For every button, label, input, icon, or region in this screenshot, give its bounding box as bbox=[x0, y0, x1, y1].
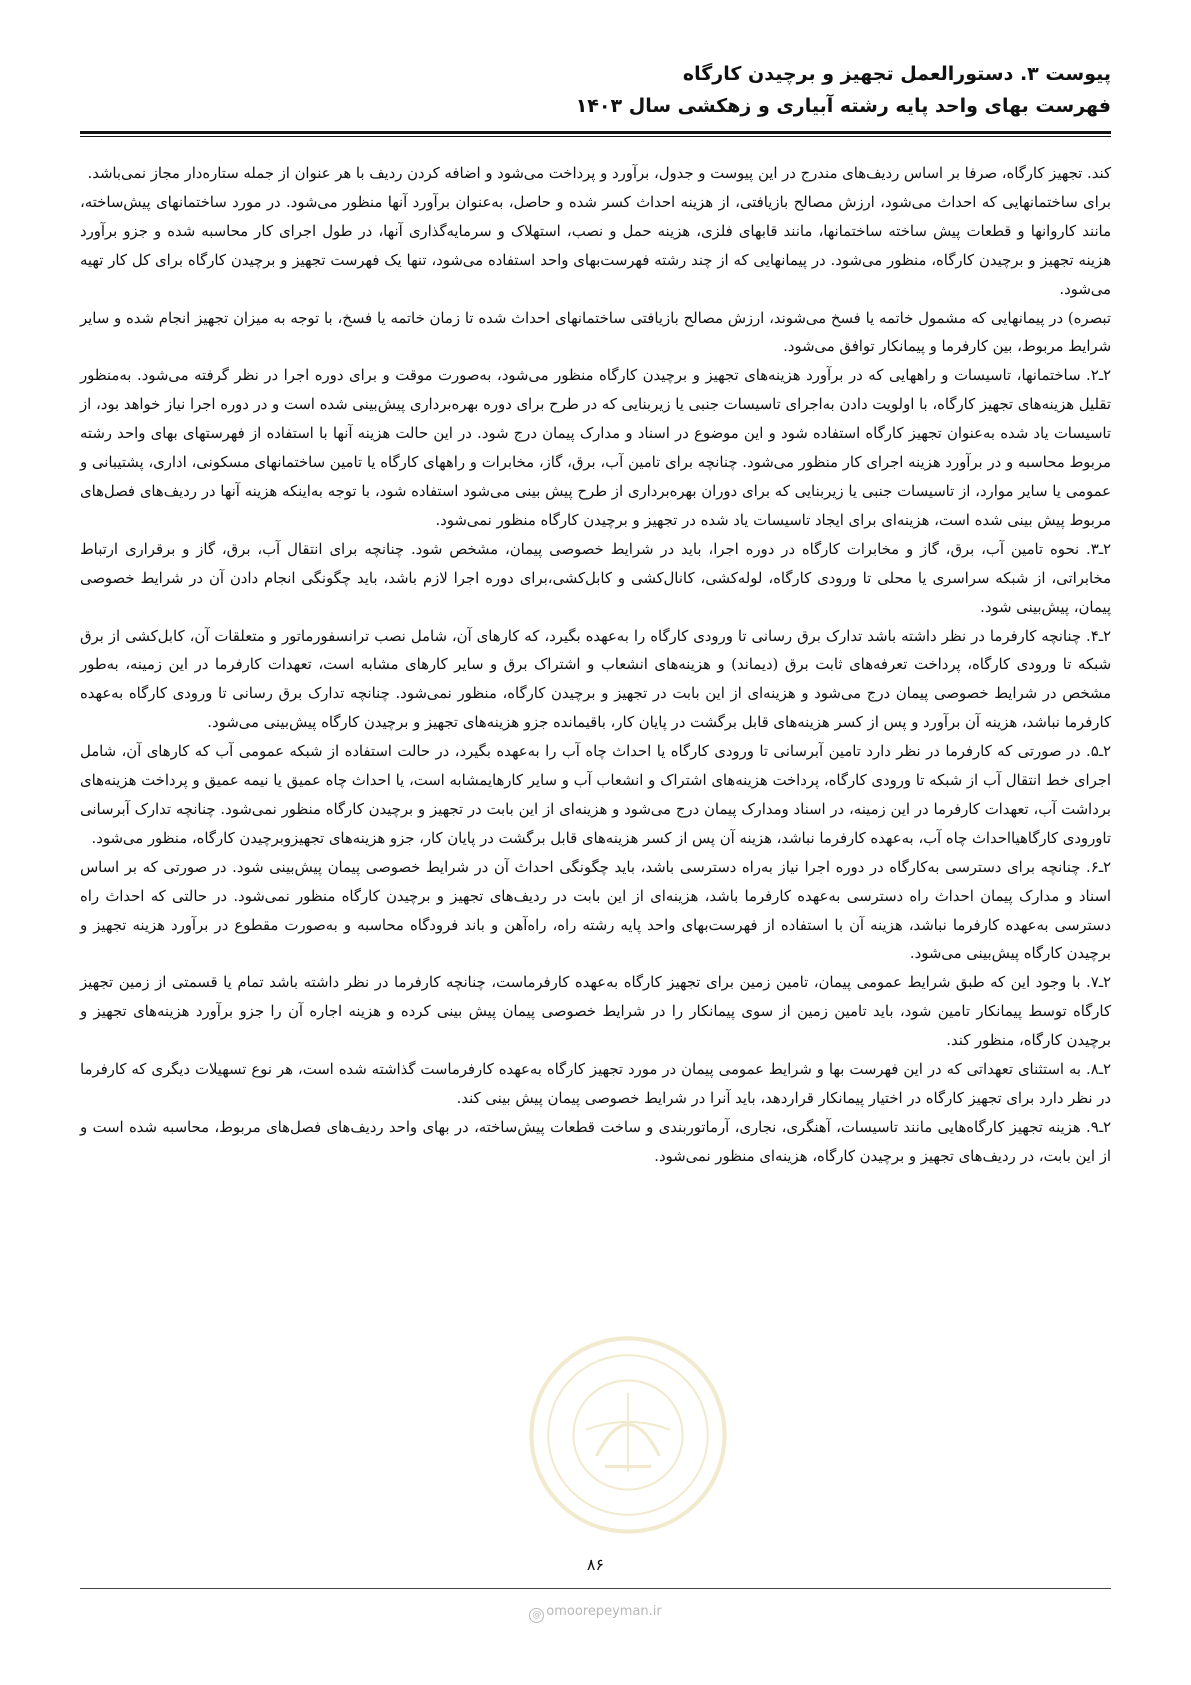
footer-rule bbox=[80, 1588, 1111, 1589]
header-rule-thick bbox=[80, 131, 1111, 134]
paragraph-2-4: ۲ـ۴. چنانچه کارفرما در نظر داشته باشد تدارک برق رسانی تا ورودی کارگاه را به‌عهده بگیرد، که کارهای آن، شامل نصب ترانسفورماتور و متعلقات آن، کابل‌کشی از برق شبکه تا ورودی کارگاه، پرداخت تعرفه‌های ثابت برق (دیماند) و هزینه‌های انشعاب و اشتراک برق و سایر کارهای مشابه است، تعهدات کارفرما در این زمینه، به‌طور مشخص در شرایط خصوصی پیمان درج می‌شود و هزینه‌ای از این بابت در تجهیز و برچیدن کارگاه، منظور نمی‌شود. چنانچه تدارک برق رسانی تا ورودی کارگاه به‌عهده کارفرما نباشد، هزینه آن برآورد و پس از کسر هزینه‌های قابل برگشت در پایان کار، باقیمانده جزو هزینه‌های تجهیز و برچیدن کارگاه پیش‌بینی می‌شود. bbox=[80, 627, 1111, 732]
page-number: ۸۶ bbox=[586, 1555, 605, 1574]
header-rule-thin bbox=[80, 136, 1111, 137]
paragraph-2-6: ۲ـ۶. چنانچه برای دسترسی به‌کارگاه در دوره اجرا نیاز به‌راه دسترسی باشد، باید چگونگی احداث آن در شرایط خصوصی پیمان پیش‌بینی شود. در صورتی که بر اساس اسناد و مدارک پیمان احداث راه دسترسی به‌عهده کارفرما باشد، هزینه‌ای از این بابت در ردیف‌های تجهیز و برچیدن کارگاه منظور نمی‌شود. در حالتی که احداث راه دسترسی به‌عهده کارفرما نباشد، هزینه آن با استفاده از فهرست‌بهای واحد پایه رشته راه، راه‌آهن و باند فرودگاه محاسبه و به‌صورت مقطوع در برآورد هزینه تجهیز و برچیدن کارگاه پیش‌بینی می‌شود. bbox=[80, 858, 1111, 963]
header-title: پیوست ۳. دستورالعمل تجهیز و برچیدن کارگاه bbox=[682, 63, 1111, 85]
paragraph-2-7: ۲ـ۷. با وجود این که طبق شرایط عمومی پیمان، تامین زمین برای تجهیز کارگاه به‌عهده کارفرماست، چنانچه کارفرما در نظر داشته باشد تمام یا قسمتی از زمین تجهیز کارگاه توسط پیمانکار تامین شود، باید تامین زمین از سوی پیمانکار را در شرایط خصوصی پیمان پیش بینی کرده و هزینه اجاره آن را جزو برآورد هزینه‌های تجهیز و برچیدن کارگاه، منظور کند. bbox=[80, 974, 1111, 1050]
seal-emblem-icon bbox=[523, 1330, 733, 1540]
paragraph-2-5: ۲ـ۵. در صورتی که کارفرما در نظر دارد تامین آبرسانی تا ورودی کارگاه یا احداث چاه آب را به‌عهده بگیرد، در حالت استفاده از شبکه عمومی آب که کارهای آن، شامل اجرای خط انتقال آب از شبکه تا ورودی کارگاه، پرداخت هزینه‌های اشتراک و انشعاب آب و سایر کارهایمشابه است، یا احداث چاه عمیق یا نیمه عمیق و پرداخت هزینه‌های برداشت آب، تعهدات کارفرما در این زمینه، در اسناد ومدارک پیمان درج می‌شود و هزینه‌ای از این بابت در تجهیز و برچیدن کارگاه منظور نمی‌شود. چنانچه تدارک آبرسانی تاورودی کارگاهیااحداث چاه آب، به‌عهده کارفرما نباشد، هزینه آن پس از کسر هزینه‌های قابل برگشت در پایان کار، جزو هزینه‌های تجهیزوبرچیدن کارگاه، منظور می‌شود. bbox=[80, 743, 1111, 847]
paragraph-2-3: ۲ـ۳. نحوه تامین آب، برق، گاز و مخابرات کارگاه در دوره اجرا، باید در شرایط خصوصی پیمان، مشخص شود. چنانچه برای انتقال آب، برق، گاز و برقراری ارتباط مخابراتی، از شبکه سراسری یا محلی تا ورودی کارگاه، لوله‌کشی، کانال‌کشی و کابل‌کشی،برای دوره اجرا لازم باشد، باید چگونگی انجام دادن آن در شرایط خصوصی پیمان، پیش‌بینی شود. bbox=[80, 540, 1111, 616]
footer-site-text: omoorepeyman.ir bbox=[546, 1604, 662, 1619]
paragraph-2-2: ۲ـ۲. ساختمانها، تاسیسات و راههایی که در برآورد هزینه‌های تجهیز و برچیدن کارگاه منظور می‌شود، به‌صورت موقت و برای دوره اجرا در نظر گرفته می‌شود. به‌منظور تقلیل هزینه‌های تجهیز کارگاه، با اولویت دادن به‌اجرای تاسیسات جنبی یا زیربنایی که در طرح برای دوره بهره‌برداری پیش‌بینی شده است و در دوره اجرا نیاز خواهد بود، از تاسیسات یاد شده به‌عنوان تجهیز کارگاه استفاده شود و این موضوع در اسناد و مدارک پیمان درج شود. در این حالت هزینه آنها با استفاده از فهرستهای بهای واحد رشته مربوط محاسبه و در برآورد هزینه اجرای کار منظور می‌شود. چنانچه برای تامین آب، برق، گاز، مخابرات و راههای کارگاه یا تامین ساختمانهای مسکونی، اداری، پشتیبانی و عمومی یا سایر موارد، از تاسیسات جنبی یا زیربنایی که برای دوران بهره‌برداری از طرح پیش بینی می‌شود استفاده شود، با توجه به‌اینکه هزینه آنها در ردیف‌های فصل‌های مربوط پیش بینی شده است، هزینه‌ای برای ایجاد تاسیسات یاد شده در تجهیز و برچیدن کارگاه منظور نمی‌شود. bbox=[80, 367, 1111, 529]
page-header bbox=[80, 58, 1111, 122]
body-text bbox=[80, 160, 1111, 1172]
paragraph-2-8: ۲ـ۸. به استثنای تعهداتی که در این فهرست بها و شرایط عمومی پیمان در مورد تجهیز کارگاه به‌عهده کارفرماست گذاشته شده است، هر نوع تسهیلات دیگری که کارفرما در نظر دارد برای تجهیز کارگاه در اختیار پیمانکار قراردهد، باید آنرا در شرایط خصوصی پیمان پیش بینی کند. bbox=[80, 1061, 1111, 1107]
footer-website bbox=[80, 1604, 1111, 1623]
document-page bbox=[80, 0, 1111, 1685]
paragraph-note: تبصره) در پیمانهایی که مشمول خاتمه یا فسخ می‌شوند، ارزش مصالح بازیافتی ساختمانهای احداث شده تا زمان خاتمه یا فسخ، با توجه به میزان تجهیز انجام شده و سایر شرایط مربوط، بین کارفرما و پیمانکار توافق می‌شود. bbox=[80, 309, 1111, 356]
header-subtitle: فهرست بهای واحد پایه رشته آبیاری و زهکشی سال ۱۴۰۳ bbox=[575, 95, 1111, 117]
paragraph-intro: کند. تجهیز کارگاه، صرفا بر اساس ردیف‌های مندرج در این پیوست و جدول، برآورد و پرداخت می‌شود و اضافه کردن ردیف با هر عنوان از جمله ستاره‌دار مجاز نمی‌باشد. bbox=[87, 165, 1111, 182]
at-sign-icon: @ bbox=[529, 1608, 544, 1623]
paragraph-buildings: برای ساختمانهایی که احداث می‌شود، ارزش مصالح بازیافتی، از هزینه احداث کسر شده و حاصل، به‌عنوان برآورد آنها منظور می‌شود. در مورد ساختمانهای پیش‌ساخته، مانند کاروانها و قطعات پیش ساخته ساختمانها، مانند قابهای فلزی، هزینه حمل و نصب، استهلاک و سرمایه‌گذاری آنها، در طول اجرای کار محاسبه شده و جزو برآورد هزینه تجهیز و برچیدن کارگاه، منظور می‌شود. در پیمانهایی که از چند رشته فهرست‌بهای واحد استفاده می‌شود، تنها یک فهرست تجهیز و برچیدن کارگاه برای کل کار تهیه می‌شود. bbox=[80, 193, 1111, 298]
paragraph-2-9: ۲ـ۹. هزینه تجهیز کارگاه‌هایی مانند تاسیسات، آهنگری، نجاری، آرماتوربندی و ساخت قطعات پیش‌ساخته، در بهای واحد ردیف‌های فصل‌های مربوط، محاسبه شده است و از این بابت، در ردیف‌های تجهیز و برچیدن کارگاه، هزینه‌ای منظور نمی‌شود. bbox=[80, 1118, 1111, 1165]
